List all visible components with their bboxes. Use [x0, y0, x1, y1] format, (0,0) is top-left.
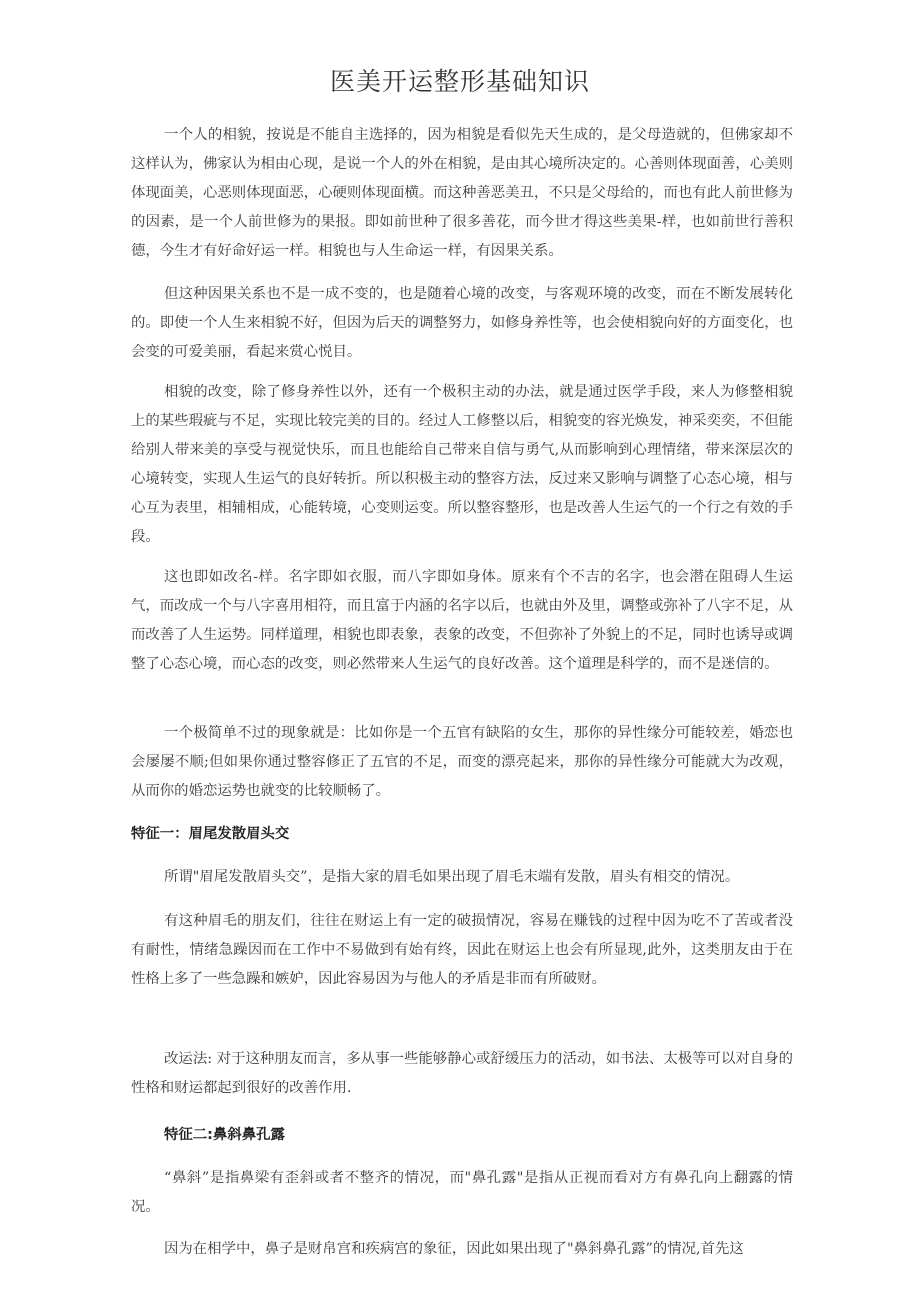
- feature2-heading: 特征二:鼻斜鼻孔露: [164, 1127, 285, 1143]
- paragraph-4: 这也即如改名-样。名字即如衣服，而八字即如身体。原来有个不吉的名字，也会潜在阻碍人生运气，而改成一个与八字喜用相符，而且富于内涵的名字以后，也就由外及里，调整或弥补了八字不足，从而改善了人生运势。同样道理，相貌也即表象，表象的改变，不但弥补了外貌上的不足，同时也诱导或调整了心态心境，而心态的改变，则必然带来人生运气的良好改善。这个道理是科学的，而不是迷信的。: [131, 569, 793, 672]
- feature1-paragraph-3: 改运法: 对于这种朋友而言，多从事一些能够静心或舒缓压力的活动，如书法、太极等可以对自身的性格和财运都起到很好的改善作用.: [131, 1051, 793, 1096]
- paragraph-2: 但这种因果关系也不是一成不变的，也是随着心境的改变，与客观环境的改变，而在不断发展转化的。即使一个人生来相貌不好，但因为后天的调整努力，如修身养性等，也会使相貌向好的方面变化，也会变的可爱美丽，看起来赏心悦目。: [131, 286, 793, 360]
- paragraph-1: 一个人的相貌，按说是不能自主选择的，因为相貌是看似先天生成的，是父母造就的，但佛家却不这样认为，佛家认为相由心现，是说一个人的外在相貌，是由其心境所决定的。心善则体现面善，心美则体现面美，心恶则体现面恶，心硬则体现面横。而这种善恶美丑，不只是父母给的，而也有此人前世修为的因素，是一个人前世修为的果报。即如前世种了很多善花，而今世才得这些美果-样，也如前世行善积德，今生才有好命好运一样。相貌也与人生命运一样，有因果关系。: [131, 127, 793, 259]
- feature1-paragraph-2: 有这种眉毛的朋友们，往往在财运上有一定的破损情况，容易在赚钱的过程中因为吃不了苦或者没有耐性，情绪急躁因而在工作中不易做到有始有终，因此在财运上也会有所显现,此外，这类朋友由于在性格上多了一些急躁和嫉妒，因此容易因为与他人的矛盾是非而有所破财。: [131, 913, 793, 987]
- paragraph-5: 一个极简单不过的现象就是：比如你是一个五官有缺陷的女生，那你的异性缘分可能较差，婚恋也会屡屡不顺;但如果你通过整容修正了五官的不足，而变的漂亮起来，那你的异性缘分可能就大为改观，从而你的婚恋运势也就变的比较顺畅了。: [131, 725, 793, 799]
- feature1-heading: 特征一：眉尾发散眉头交: [131, 826, 290, 842]
- feature1-paragraph-1: 所谓"眉尾发散眉头交”，是指大家的眉毛如果出现了眉毛末端有发散，眉头有相交的情况。: [164, 869, 740, 885]
- feature2-paragraph-1: “鼻斜”是指鼻梁有歪斜或者不整齐的情况，而"鼻孔露"是指从正视而看对方有鼻孔向上翻露的情况。: [131, 1170, 793, 1215]
- paragraph-3: 相貌的改变，除了修身养性以外，还有一个极积主动的办法，就是通过医学手段，来人为修整相貌上的某些瑕疵与不足，实现比较完美的目的。经过人工修整以后，相貌变的容光焕发，神采奕奕，不但能给别人带来美的享受与视觉快乐，而且也能给自己带来自信与勇气,从而影响到心理情绪，带来深层次的心境转变，实现人生运气的良好转折。所以积极主动的整容方法，反过来又影响与调整了心态心境，相与心互为表里，相辅相成，心能转境，心变则运变。所以整容整形，也是改善人生运气的一个行之有效的手段。: [131, 384, 793, 545]
- feature2-paragraph-2: 因为在相学中，鼻子是财帛宫和疾病宫的象征，因此如果出现了"鼻斜鼻孔露”的情况,首先这: [164, 1241, 744, 1257]
- document-title: 医美开运整形基础知识: [329, 67, 590, 96]
